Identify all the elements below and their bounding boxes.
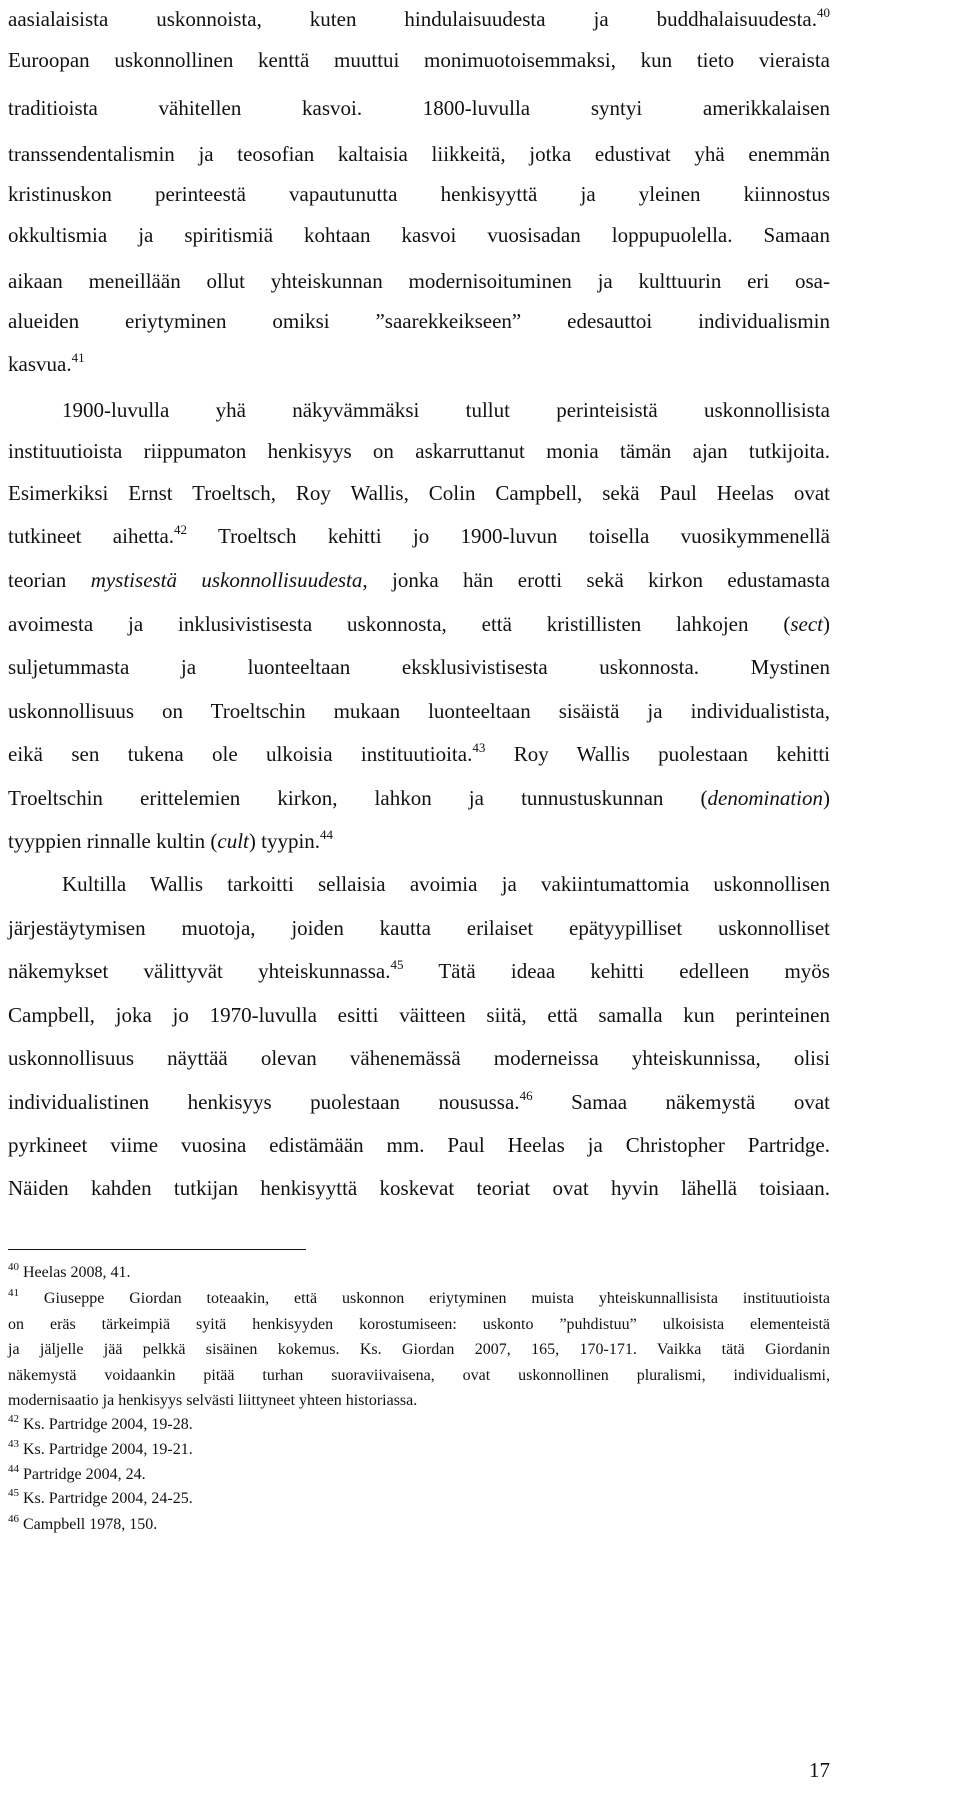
body-line: Kultilla Wallis tarkoitti sellaisia avoimia ja vakiintumattomia uskonnollisen	[62, 872, 830, 896]
body-line: Esimerkiksi Ernst Troeltsch, Roy Wallis, Colin Campbell, sekä Paul Heelas ovat	[8, 481, 830, 505]
footnote-number: 42	[8, 1413, 19, 1425]
body-line: tyyppien rinnalle kultin (cult) tyypin.$^{44}$	[8, 827, 334, 853]
italic-term: denomination	[707, 786, 823, 810]
body-line: 1900-luvulla yhä näkyvämmäksi tullut perinteisistä uskonnollisista	[62, 398, 830, 422]
body-line: traditioista vähitellen kasvoi. 1800-luvulla syntyi amerikkalaisen	[8, 96, 830, 120]
footnote-line: näkemystä voidaankin pitää turhan suoraviivaisena, ovat uskonnollinen pluralismi, individualismi,	[8, 1367, 830, 1384]
body-line: aasialaisista uskonnoista, kuten hindulaisuudesta ja buddhalaisuudesta.$^{40}$	[8, 5, 830, 31]
footnote-ref[interactable]: 46	[519, 1088, 533, 1103]
body-line: suljetummasta ja luonteeltaan eksklusivistisesta uskonnosta. Mystinen	[8, 655, 830, 679]
footnote-ref[interactable]: 44	[320, 827, 334, 842]
footnote: $^{43}$ Ks. Partridge 2004, 19-21.	[8, 1438, 193, 1458]
body-line: uskonnollisuus näyttää olevan vähenemässä moderneissa yhteiskunnissa, olisi	[8, 1046, 830, 1070]
body-line: instituutioista riippumaton henkisyys on askarruttanut monia tämän ajan tutkijoita.	[8, 439, 830, 463]
body-line: Näiden kahden tutkijan henkisyyttä koskevat teoriat ovat hyvin lähellä toisiaan.	[8, 1176, 830, 1200]
body-line: kristinuskon perinteestä vapautunutta henkisyyttä ja yleinen kiinnostus	[8, 182, 830, 206]
body-line: Troeltschin erittelemien kirkon, lahkon ja tunnustuskunnan (denomination)	[8, 786, 830, 810]
body-line: kasvua.$^{41}$	[8, 350, 85, 376]
footnote-ref[interactable]: 45	[390, 957, 404, 972]
footnote: $^{44}$ Partridge 2004, 24.	[8, 1463, 146, 1483]
body-line: tutkineet aihetta.$^{42}$ Troeltsch kehitti jo 1900-luvun toisella vuosikymmenellä	[8, 522, 830, 548]
footnote-number: 40	[8, 1261, 19, 1273]
body-line: teorian mystisestä uskonnollisuudesta, jonka hän erotti sekä kirkon edustamasta	[8, 568, 830, 592]
footnote: $^{45}$ Ks. Partridge 2004, 24-25.	[8, 1487, 193, 1507]
footnote-line: ja jäljelle jää pelkkä sisäinen kokemus. Ks. Giordan 2007, 165, 170-171. Vaikka tätä Giordanin	[8, 1341, 830, 1358]
italic-term: mystisestä uskonnollisuudesta	[90, 568, 363, 592]
body-line: avoimesta ja inklusivistisesta uskonnosta, että kristillisten lahkojen (sect)	[8, 612, 830, 636]
footnote-number: 44	[8, 1463, 19, 1475]
footnote-ref[interactable]: 42	[174, 522, 188, 537]
body-line: Campbell, joka jo 1970-luvulla esitti väitteen siitä, että samalla kun perinteinen	[8, 1003, 830, 1027]
footnote-line: on eräs tärkeimpiä syitä henkisyyden korostumiseen: uskonto ”puhdistuu” ulkoisista elementeistä	[8, 1316, 830, 1333]
footnote-number: 46	[8, 1513, 19, 1525]
body-line: alueiden eriytyminen omiksi ”saarekkeikseen” edesauttoi individualismin	[8, 309, 830, 333]
footnote-ref[interactable]: 43	[472, 740, 486, 755]
body-line: okkultismia ja spiritismiä kohtaan kasvoi vuosisadan loppupuolella. Samaan	[8, 223, 830, 247]
italic-term: sect	[790, 612, 823, 636]
body-line: järjestäytymisen muotoja, joiden kautta erilaiset epätyypilliset uskonnolliset	[8, 916, 830, 940]
footnote: $^{41}$ Giuseppe Giordan toteaakin, että uskonnon eriytyminen muista yhteiskunnallisista instituutioista	[8, 1287, 830, 1307]
page-number: 17	[809, 1758, 830, 1782]
footnote: $^{42}$ Ks. Partridge 2004, 19-28.	[8, 1413, 193, 1433]
body-line: aikaan meneillään ollut yhteiskunnan modernisoituminen ja kulttuurin eri osa-	[8, 269, 830, 293]
body-line: transsendentalismin ja teosofian kaltaisia liikkeitä, jotka edustivat yhä enemmän	[8, 142, 830, 166]
body-line: eikä sen tukena ole ulkoisia instituutioita.$^{43}$ Roy Wallis puolestaan kehitti	[8, 740, 830, 766]
body-line: Euroopan uskonnollinen kenttä muuttui monimuotoisemmaksi, kun tieto vieraista	[8, 48, 830, 72]
footnote-ref[interactable]: 41	[71, 350, 85, 365]
footnote: $^{46}$ Campbell 1978, 150.	[8, 1513, 158, 1533]
footnote-line: modernisaatio ja henkisyys selvästi liittyneet yhteen historiassa.	[8, 1392, 418, 1409]
italic-term: cult	[217, 829, 249, 853]
footnote-number: 43	[8, 1438, 19, 1450]
footnote-number: 41	[8, 1287, 19, 1299]
footnote-number: 45	[8, 1487, 19, 1499]
footnote: $^{40}$ Heelas 2008, 41.	[8, 1261, 131, 1281]
body-line: uskonnollisuus on Troeltschin mukaan luonteeltaan sisäistä ja individualistista,	[8, 699, 830, 723]
body-line: pyrkineet viime vuosina edistämään mm. Paul Heelas ja Christopher Partridge.	[8, 1133, 830, 1157]
body-line: individualistinen henkisyys puolestaan nousussa.$^{46}$ Samaa näkemystä ovat	[8, 1088, 831, 1114]
footnote-ref[interactable]: 40	[817, 5, 830, 20]
footnote-separator	[8, 1249, 306, 1250]
body-line: näkemykset välittyvät yhteiskunnassa.$^{45}$ Tätä ideaa kehitti edelleen myös	[8, 957, 830, 983]
